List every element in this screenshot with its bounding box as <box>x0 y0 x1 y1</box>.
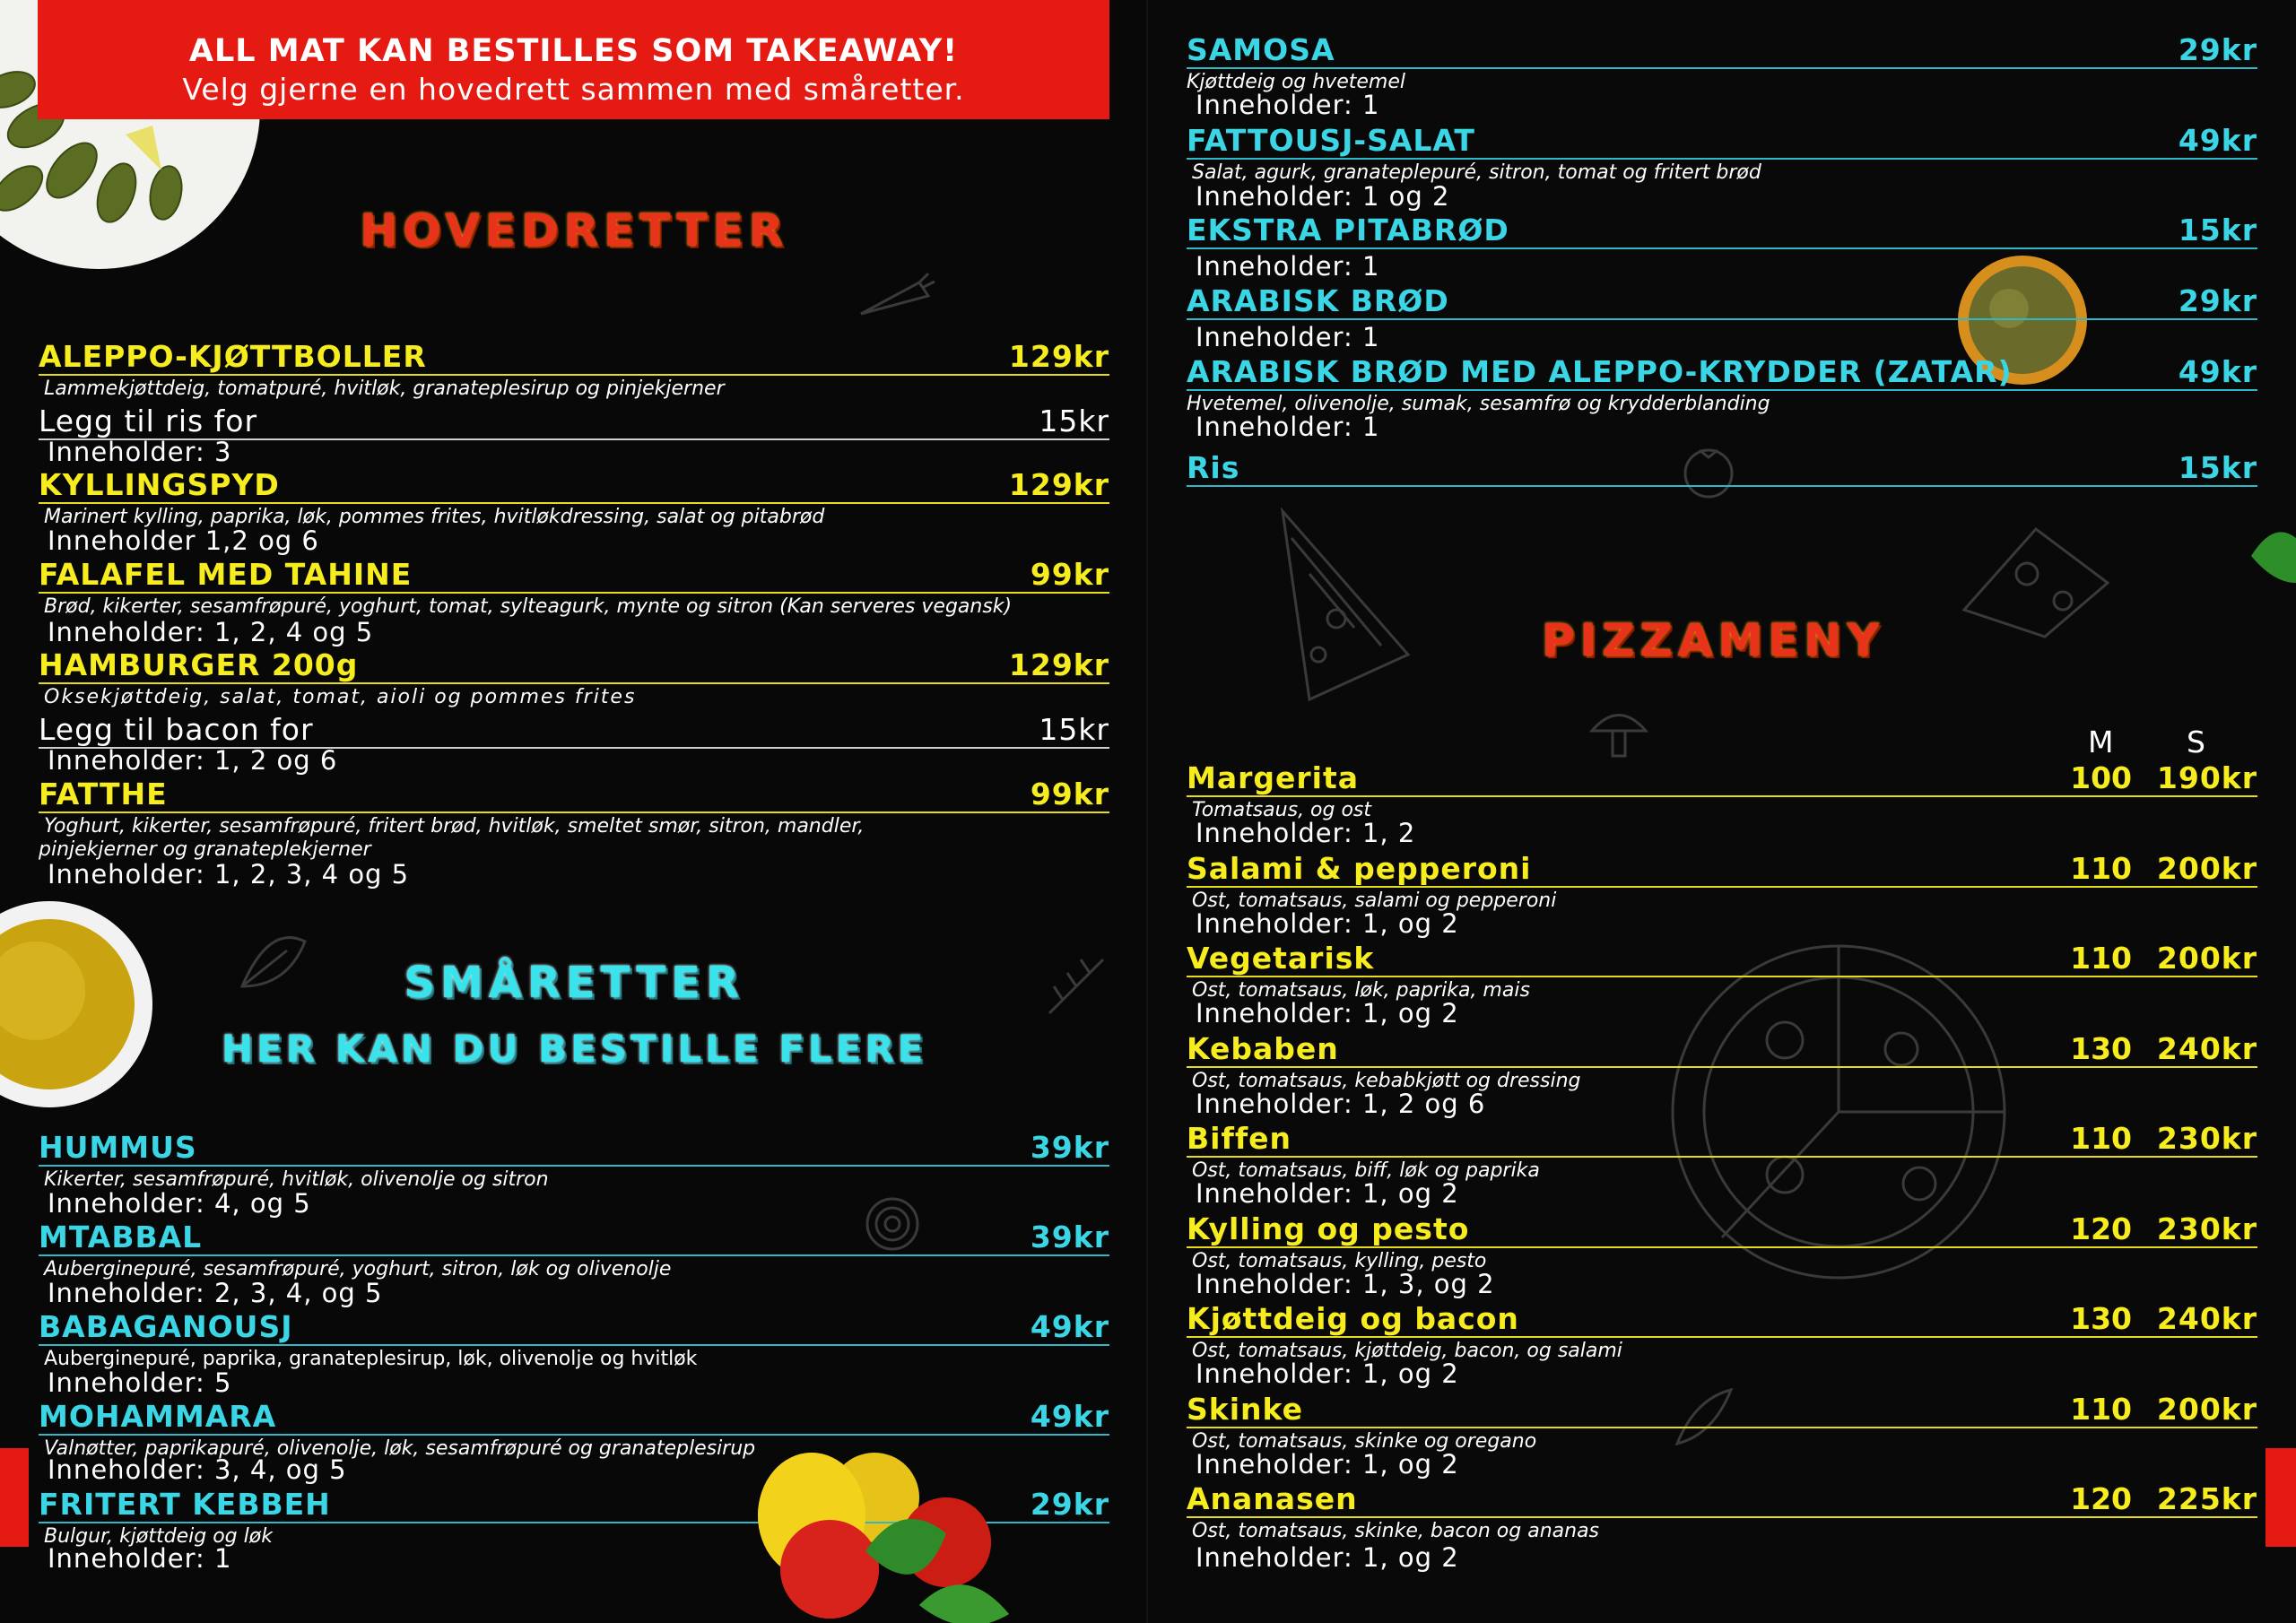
menu-right-page <box>1148 0 2296 1623</box>
item-allergens: Inneholder: 1, 2, 4 og 5 <box>48 617 374 647</box>
pizza-wedge-doodle-icon <box>1955 520 2117 646</box>
pizza-name: Salami & pepperoni <box>1187 851 1532 886</box>
item-price: 129kr <box>1008 467 1109 502</box>
menu-item <box>1187 32 2257 122</box>
pizza-allergens: Inneholder: 1, og 2 <box>1196 998 1459 1028</box>
pizza-item <box>1187 1392 2257 1481</box>
menu-item <box>1187 354 2257 453</box>
item-price: 39kr <box>1030 1130 1109 1165</box>
item-allergens: Inneholder 1,2 og 6 <box>48 525 319 556</box>
pizza-description: Ost, tomatsaus, kjøttdeig, bacon, og salami <box>1192 1340 1622 1362</box>
pizza-allergens: Inneholder: 1, 2 og 6 <box>1196 1089 1486 1119</box>
pizza-price-s: 230kr <box>2156 1211 2257 1246</box>
takeaway-banner <box>38 0 1109 119</box>
pizza-name: Vegetarisk <box>1187 941 1375 976</box>
item-name: EKSTRA PITABRØD <box>1187 213 1509 247</box>
pizza-description: Ost, tomatsaus, kebabkjøtt og dressing <box>1192 1070 1581 1092</box>
item-allergens: Inneholder: 1 <box>1196 251 1380 282</box>
pizza-name: Kylling og pesto <box>1187 1211 1470 1246</box>
section-title-pizzameny: PIZZAMENY <box>1541 614 1885 666</box>
item-description: Oksekjøttdeig, salat, tomat, aioli og pommes frites <box>44 686 637 708</box>
pizza-price-s: 190kr <box>2156 760 2257 795</box>
pizza-allergens: Inneholder: 1, og 2 <box>1196 1542 1459 1573</box>
banner-subtitle: Velg gjerne en hovedrett sammen med småretter. <box>182 72 965 107</box>
menu-item <box>39 1130 1109 1219</box>
item-name: ARABISK BRØD MED ALEPPO-KRYDDER (ZATAR) <box>1187 354 2013 389</box>
item-rule <box>39 1344 1109 1346</box>
pizza-price-m: 130 <box>2070 1031 2132 1066</box>
item-description: Brød, kikerter, sesamfrøpuré, yoghurt, tomat, sylteagurk, mynte og sitron (Kan serveres vegansk) <box>44 595 1013 618</box>
pizza-price-m: 110 <box>2070 1392 2132 1427</box>
item-rule <box>1187 389 2257 391</box>
pizza-name: Kebaben <box>1187 1031 1339 1066</box>
item-allergens: Inneholder: 1 <box>1196 322 1380 352</box>
item-name: ARABISK BRØD <box>1187 283 1449 318</box>
pizza-price-m: 120 <box>2070 1481 2132 1516</box>
pizza-item <box>1187 1481 2257 1571</box>
item-rule <box>39 1254 1109 1256</box>
item-name: HAMBURGER 200g <box>39 647 359 682</box>
item-price: 49kr <box>2178 123 2257 158</box>
item-name: FATTHE <box>39 777 168 812</box>
item-price: 129kr <box>1008 339 1109 374</box>
item-price: 29kr <box>2178 283 2257 318</box>
pizza-price-s: 240kr <box>2156 1301 2257 1336</box>
item-description: Lammekjøttdeig, tomatpuré, hvitløk, granateplesirup og pinjekjerner <box>44 378 725 400</box>
item-price: 129kr <box>1008 647 1109 682</box>
item-description: Marinert kylling, paprika, løk, pommes frites, hvitløkdressing, salat og pitabrød <box>44 506 825 528</box>
pizza-allergens: Inneholder: 1, 3, og 2 <box>1196 1269 1495 1299</box>
item-price: 49kr <box>1030 1309 1109 1344</box>
pizza-description: Ost, tomatsaus, skinke, bacon og ananas <box>1192 1520 1600 1542</box>
item-allergens: Inneholder: 3 <box>48 437 232 467</box>
item-rule <box>39 682 1109 684</box>
item-price: 99kr <box>1030 557 1109 592</box>
pizza-price-s: 200kr <box>2156 851 2257 886</box>
item-description: Kjøttdeig og hvetemel <box>1187 71 1405 93</box>
pizza-price-m: 130 <box>2070 1301 2132 1336</box>
item-name: ALEPPO-KJØTTBOLLER <box>39 339 427 374</box>
menu-item <box>39 557 1109 647</box>
item-allergens: Inneholder: 3, 4, og 5 <box>48 1454 347 1485</box>
item-name: Legg til bacon for <box>39 712 314 747</box>
olive-oil-bowl-image <box>0 901 161 1107</box>
item-price: 39kr <box>1030 1219 1109 1254</box>
item-name: FATTOUSJ-SALAT <box>1187 123 1475 158</box>
menu-addon <box>39 404 1109 471</box>
pizza-name: Kjøttdeig og bacon <box>1187 1301 1519 1336</box>
section-title-hovedretter: HOVEDRETTER <box>359 204 789 256</box>
pizza-name: Margerita <box>1187 760 1360 795</box>
item-allergens: Inneholder: 1 <box>48 1543 232 1574</box>
pizza-description: Ost, tomatsaus, skinke og oregano <box>1192 1430 1537 1453</box>
item-allergens: Inneholder: 2, 3, 4, og 5 <box>48 1278 383 1308</box>
pizza-price-m: 100 <box>2070 760 2132 795</box>
item-description: Kikerter, sesamfrøpuré, hvitløk, olivenolje og sitron <box>44 1168 549 1191</box>
pizza-description: Ost, tomatsaus, kylling, pesto <box>1192 1250 1487 1272</box>
item-price: 15kr <box>1039 404 1109 438</box>
pizza-allergens: Inneholder: 1, og 2 <box>1196 1178 1459 1209</box>
menu-item <box>39 777 1109 902</box>
pizza-description: Ost, tomatsaus, salami og pepperoni <box>1192 890 1557 912</box>
item-price: 15kr <box>1039 712 1109 747</box>
menu-item <box>39 1309 1109 1399</box>
item-allergens: Inneholder: 1, 2 og 6 <box>48 745 338 776</box>
menu-item <box>39 647 1109 715</box>
item-name: MOHAMMARA <box>39 1399 277 1434</box>
item-rule <box>1187 318 2257 320</box>
item-price: 15kr <box>2178 450 2257 485</box>
item-allergens: Inneholder: 1 og 2 <box>1196 181 1450 212</box>
pizza-price-m: 110 <box>2070 851 2132 886</box>
item-rule <box>1187 67 2257 69</box>
item-description: Salat, agurk, granateplepuré, sitron, tomat og fritert brød <box>1192 161 1761 184</box>
item-allergens: Inneholder: 1 <box>1196 412 1380 442</box>
banner-title: ALL MAT KAN BESTILLES SOM TAKEAWAY! <box>188 33 959 69</box>
item-price: 29kr <box>1030 1487 1109 1522</box>
item-rule <box>1187 1516 2257 1518</box>
item-rule <box>1187 485 2257 487</box>
item-rule <box>1187 247 2257 249</box>
item-price: 15kr <box>2178 213 2257 247</box>
item-description: Bulgur, kjøttdeig og løk <box>44 1525 273 1548</box>
pizza-price-s: 240kr <box>2156 1031 2257 1066</box>
pizza-slice-doodle-icon <box>1274 502 1426 708</box>
pizza-name: Ananasen <box>1187 1481 1358 1516</box>
item-description: Auberginepuré, paprika, granateplesirup, løk, olivenolje og hvitløk <box>44 1348 698 1370</box>
item-name: BABAGANOUSJ <box>39 1309 293 1344</box>
parsley-leaf-image <box>2247 520 2296 592</box>
pizza-price-s: 200kr <box>2156 1392 2257 1427</box>
pizza-allergens: Inneholder: 1, og 2 <box>1196 1449 1459 1480</box>
item-name: HUMMUS <box>39 1130 197 1165</box>
item-allergens: Inneholder: 1, 2, 3, 4 og 5 <box>48 859 410 890</box>
left-edge-red-marker <box>0 1448 29 1547</box>
pizza-price-s: 230kr <box>2156 1121 2257 1156</box>
item-price: 49kr <box>1030 1399 1109 1434</box>
menu-item <box>1187 450 2257 490</box>
pizza-allergens: Inneholder: 1, og 2 <box>1196 908 1459 939</box>
menu-item <box>1187 213 2257 284</box>
item-description: Hvetemel, olivenolje, sumak, sesamfrø og krydderblanding <box>1187 393 1770 415</box>
item-allergens: Inneholder: 5 <box>48 1367 232 1398</box>
item-name: MTABBAL <box>39 1219 203 1254</box>
pizza-item <box>1187 851 2257 941</box>
pizza-item <box>1187 1211 2257 1301</box>
menu-item <box>39 1219 1109 1309</box>
pizza-item <box>1187 1121 2257 1211</box>
item-price: 99kr <box>1030 777 1109 812</box>
menu-item <box>39 339 1109 402</box>
item-rule <box>1187 1156 2257 1158</box>
pizza-name: Biffen <box>1187 1121 1292 1156</box>
pizza-price-m: 110 <box>2070 1121 2132 1156</box>
pizza-price-s: 225kr <box>2156 1481 2257 1516</box>
column-header-s: S <box>2187 725 2205 759</box>
item-description: Valnøtter, paprikapuré, olivenolje, løk, sesamfrøpuré og granateplesirup <box>44 1437 756 1460</box>
item-rule <box>39 502 1109 504</box>
item-rule <box>39 1165 1109 1167</box>
pizza-description: Ost, tomatsaus, løk, paprika, mais <box>1192 979 1530 1002</box>
item-allergens: Inneholder: 4, og 5 <box>48 1188 311 1219</box>
item-rule <box>1187 1246 2257 1248</box>
pizza-price-m: 110 <box>2070 941 2132 976</box>
item-rule <box>39 1434 1109 1436</box>
pizza-item <box>1187 1301 2257 1391</box>
item-price: 49kr <box>2178 354 2257 389</box>
item-rule <box>39 592 1109 594</box>
herb-doodle-icon <box>1040 950 1112 1022</box>
pizza-name: Skinke <box>1187 1392 1303 1427</box>
pizza-description: Ost, tomatsaus, biff, løk og paprika <box>1192 1159 1540 1182</box>
vegetables-image-overlay <box>740 1444 1027 1623</box>
pizza-item <box>1187 760 2257 850</box>
pizza-item <box>1187 941 2257 1030</box>
item-allergens: Inneholder: 1 <box>1196 90 1380 120</box>
pizza-price-s: 200kr <box>2156 941 2257 976</box>
item-description: Yoghurt, kikerter, sesamfrøpuré, fritert brød, hvitløk, smeltet smør, sitron, mandler, <box>44 815 865 838</box>
carrot-doodle-icon <box>857 269 937 323</box>
item-rule <box>1187 886 2257 888</box>
item-rule <box>1187 158 2257 160</box>
right-edge-red-marker <box>2266 1448 2296 1547</box>
column-header-m: M <box>2088 725 2114 759</box>
item-description: Auberginepuré, sesamfrøpuré, yoghurt, sitron, løk og olivenolje <box>44 1258 672 1280</box>
item-rule <box>1187 1066 2257 1068</box>
item-name: Legg til ris for <box>39 404 258 438</box>
pizza-price-m: 120 <box>2070 1211 2132 1246</box>
item-name: KYLLINGSPYD <box>39 467 280 502</box>
item-name: FALAFEL MED TAHINE <box>39 557 413 592</box>
pizza-description: Tomatsaus, og ost <box>1192 799 1372 821</box>
pizza-allergens: Inneholder: 1, og 2 <box>1196 1358 1459 1389</box>
mushroom-doodle-icon <box>1587 699 1650 762</box>
item-rule <box>1187 1336 2257 1338</box>
item-rule <box>39 374 1109 376</box>
menu-item <box>39 467 1109 557</box>
item-rule <box>1187 795 2257 797</box>
item-rule <box>39 812 1109 813</box>
item-name: SAMOSA <box>1187 32 1335 67</box>
item-description-continued: pinjekjerner og granateplekjerner <box>39 838 371 861</box>
item-rule <box>1187 1427 2257 1428</box>
menu-addon <box>39 712 1109 779</box>
section-title-smaretter: SMÅRETTER <box>404 958 744 1008</box>
menu-item <box>1187 283 2257 355</box>
section-subtitle-smaretter: HER KAN DU BESTILLE FLERE <box>221 1027 927 1071</box>
item-rule <box>1187 976 2257 977</box>
pizza-allergens: Inneholder: 1, 2 <box>1196 818 1416 848</box>
item-name: FRITERT KEBBEH <box>39 1487 331 1522</box>
item-name: Ris <box>1187 450 1240 485</box>
item-price: 29kr <box>2178 32 2257 67</box>
menu-item <box>1187 123 2257 213</box>
pizza-item <box>1187 1031 2257 1121</box>
